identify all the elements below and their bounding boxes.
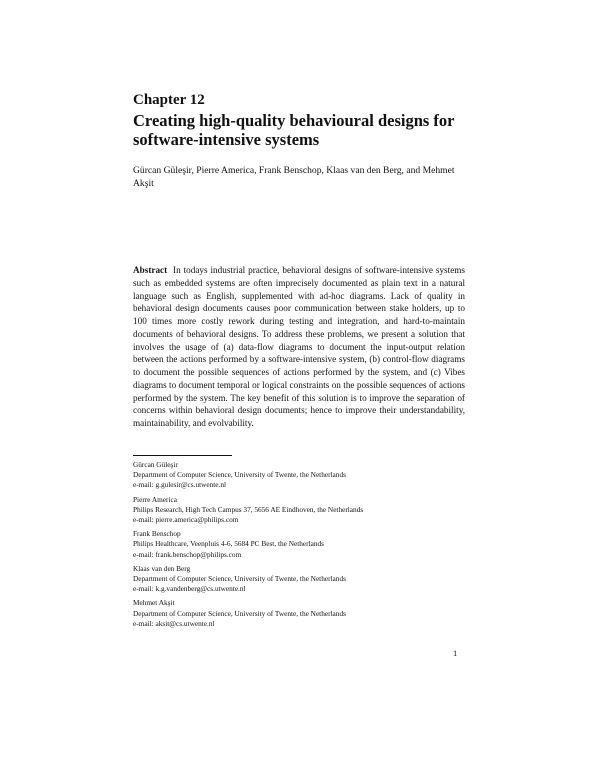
affiliation-name: Frank Benschop — [133, 529, 181, 539]
affiliation-address: Philips Healthcare, Veenpluis 4-6, 5684 PC Best, the Netherlands — [133, 539, 324, 549]
affiliation-address: Philips Research, High Tech Campus 37, 5656 AE Eindhoven, the Netherlands — [133, 504, 364, 514]
chapter-title: Creating high-quality behavioural designs for software-intensive systems — [133, 111, 455, 149]
affiliations — [133, 460, 473, 633]
author-list: Gürcan Güleşir, Pierre America, Frank Benschop, Klaas van den Berg, and Mehmet Akşit — [133, 165, 455, 189]
chapter-label: Chapter 12 — [133, 92, 205, 108]
affiliation-address: Department of Computer Science, University of Twente, the Netherlands — [133, 574, 346, 584]
page-number: 1 — [453, 648, 458, 658]
abstract-text: In todays industrial practice, behavioral designs of software-intensive systems such as embedded systems are often imprecisely documented as plain text in a natural language such as English, supplemented with ad-hoc diagrams. Lack of quality in behavioral design documents causes poor communication between stake holders, up to 100 times more costly rework during testing and integration, and hard-to-maintain documents of behavioral designs. To address these problems, we present a solution that involves the usage of (a) data-flow diagrams to document the input-output relation between the actions performed by a software-intensive system, (b) control-flow diagrams to document the possible sequences of actions performed by the system, and (c) Vibes diagrams to document temporal or logical constraints on the possible sequences of actions performed by the system. The key benefit of this solution is to improve the separation of concerns within behavioral design documents; hence to improve their understandability, maintainability, and evolvability. — [133, 265, 465, 428]
affiliation-block — [133, 495, 473, 526]
affiliation-name: Klaas van den Berg — [133, 563, 191, 573]
affiliation-block — [133, 529, 473, 560]
abstract-label: Abstract — [133, 265, 168, 275]
affiliation-name: Pierre America — [133, 494, 177, 504]
affiliation-block — [133, 564, 473, 595]
affiliation-email: e-mail: g.gulesir@cs.utwente.nl — [133, 480, 227, 490]
affiliation-email: e-mail: k.g.vandenberg@cs.utwente.nl — [133, 584, 246, 594]
affiliation-name: Mehmet Akşit — [133, 598, 175, 608]
affiliation-address: Department of Computer Science, University of Twente, the Netherlands — [133, 608, 346, 618]
affiliation-email: e-mail: pierre.america@philips.com — [133, 515, 239, 525]
affiliation-block — [133, 598, 473, 629]
affiliation-email: e-mail: aksit@cs.utwente.nl — [133, 618, 215, 628]
affiliation-address: Department of Computer Science, University of Twente, the Netherlands — [133, 470, 346, 480]
affiliation-block — [133, 460, 473, 491]
footnote-rule — [133, 455, 232, 456]
affiliation-name: Gürcan Güleşir — [133, 460, 178, 469]
affiliation-email: e-mail: frank.benschop@philips.com — [133, 549, 242, 559]
abstract — [133, 264, 465, 430]
